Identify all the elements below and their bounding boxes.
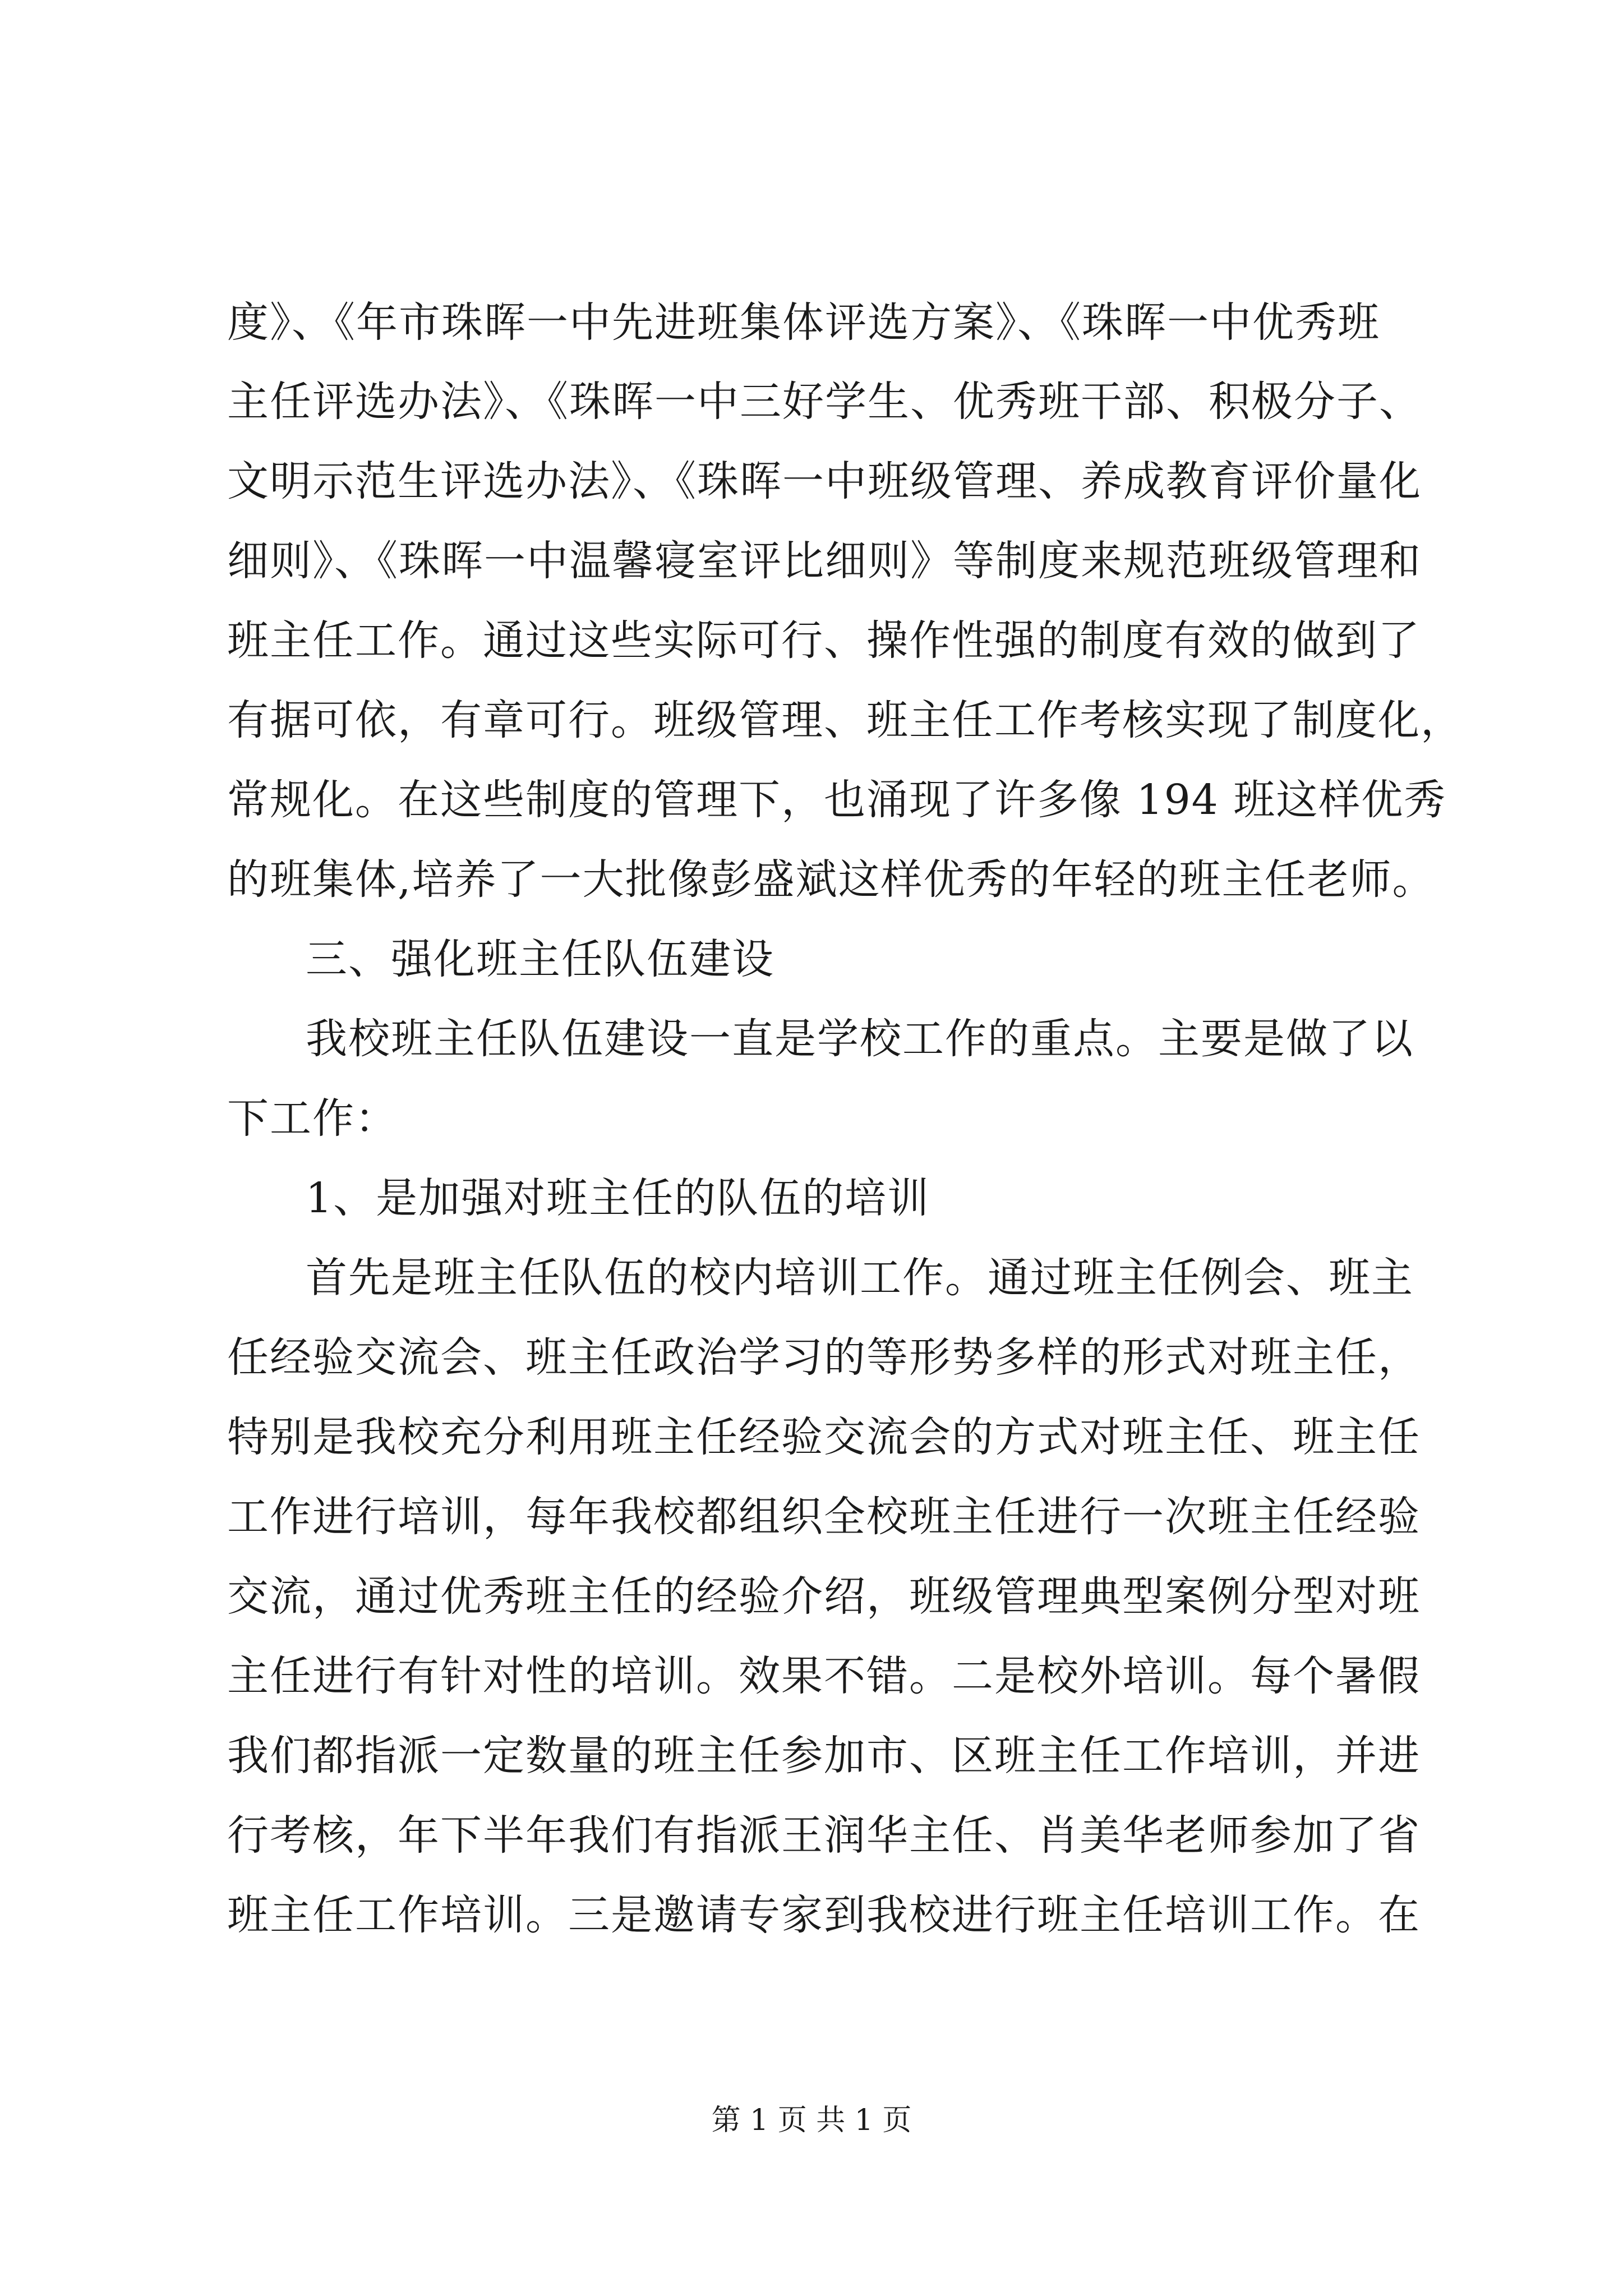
body-line-16: 工作进行培训，每年我校都组织全校班主任进行一次班主任经验 (227, 1493, 1421, 1541)
body-line-4: 细则》、《珠晖一中温馨寝室评比细则》等制度来规范班级管理和 (227, 537, 1422, 585)
body-line-2: 主任评选办法》、《珠晖一中三好学生、优秀班干部、积极分子、 (227, 378, 1422, 426)
body-line-3: 文明示范生评选办法》、《珠晖一中班级管理、养成教育评价量化 (227, 457, 1422, 505)
body-line-14: 任经验交流会、班主任政治学习的等形势多样的形式对班主任， (227, 1333, 1421, 1382)
body-line-7: 常规化。在这些制度的管理下，也涌现了许多像 194 班这样优秀 (227, 776, 1447, 824)
body-line-15: 特别是我校充分利用班主任经验交流会的方式对班主任、班主任 (227, 1413, 1421, 1461)
body-line-11: 下工作： (227, 1094, 398, 1143)
body-line-21: 班主任工作培训。三是邀请专家到我校进行班主任培训工作。在 (227, 1891, 1421, 1939)
body-line-8: 的班集体,培养了一大批像彭盛斌这样优秀的年轻的班主任老师。 (227, 855, 1435, 904)
body-line-19: 我们都指派一定数量的班主任参加市、区班主任工作培训，并进 (227, 1732, 1421, 1780)
body-line-20: 行考核，年下半年我们有指派王润华主任、肖美华老师参加了省 (227, 1811, 1421, 1860)
body-line-1: 度》、《年市珠晖一中先进班集体评选方案》、《珠晖一中优秀班 (227, 298, 1380, 347)
body-line-6: 有据可依，有章可行。班级管理、班主任工作考核实现了制度化， (227, 696, 1463, 744)
body-line-13: 首先是班主任队伍的校内培训工作。通过班主任例会、班主 (306, 1254, 1414, 1302)
section-heading: 三、强化班主任队伍建设 (306, 935, 774, 983)
page-footer: 第 1 页 共 1 页 (711, 2104, 912, 2137)
body-line-10: 我校班主任队伍建设一直是学校工作的重点。主要是做了以 (306, 1015, 1414, 1063)
body-line-18: 主任进行有针对性的培训。效果不错。二是校外培训。每个暑假 (227, 1652, 1421, 1700)
body-line-5: 班主任工作。通过这些实际可行、操作性强的制度有效的做到了 (227, 616, 1421, 665)
subsection-heading: 1、是加强对班主任的队伍的培训 (306, 1174, 930, 1222)
body-line-17: 交流，通过优秀班主任的经验介绍，班级管理典型案例分型对班 (227, 1572, 1421, 1621)
